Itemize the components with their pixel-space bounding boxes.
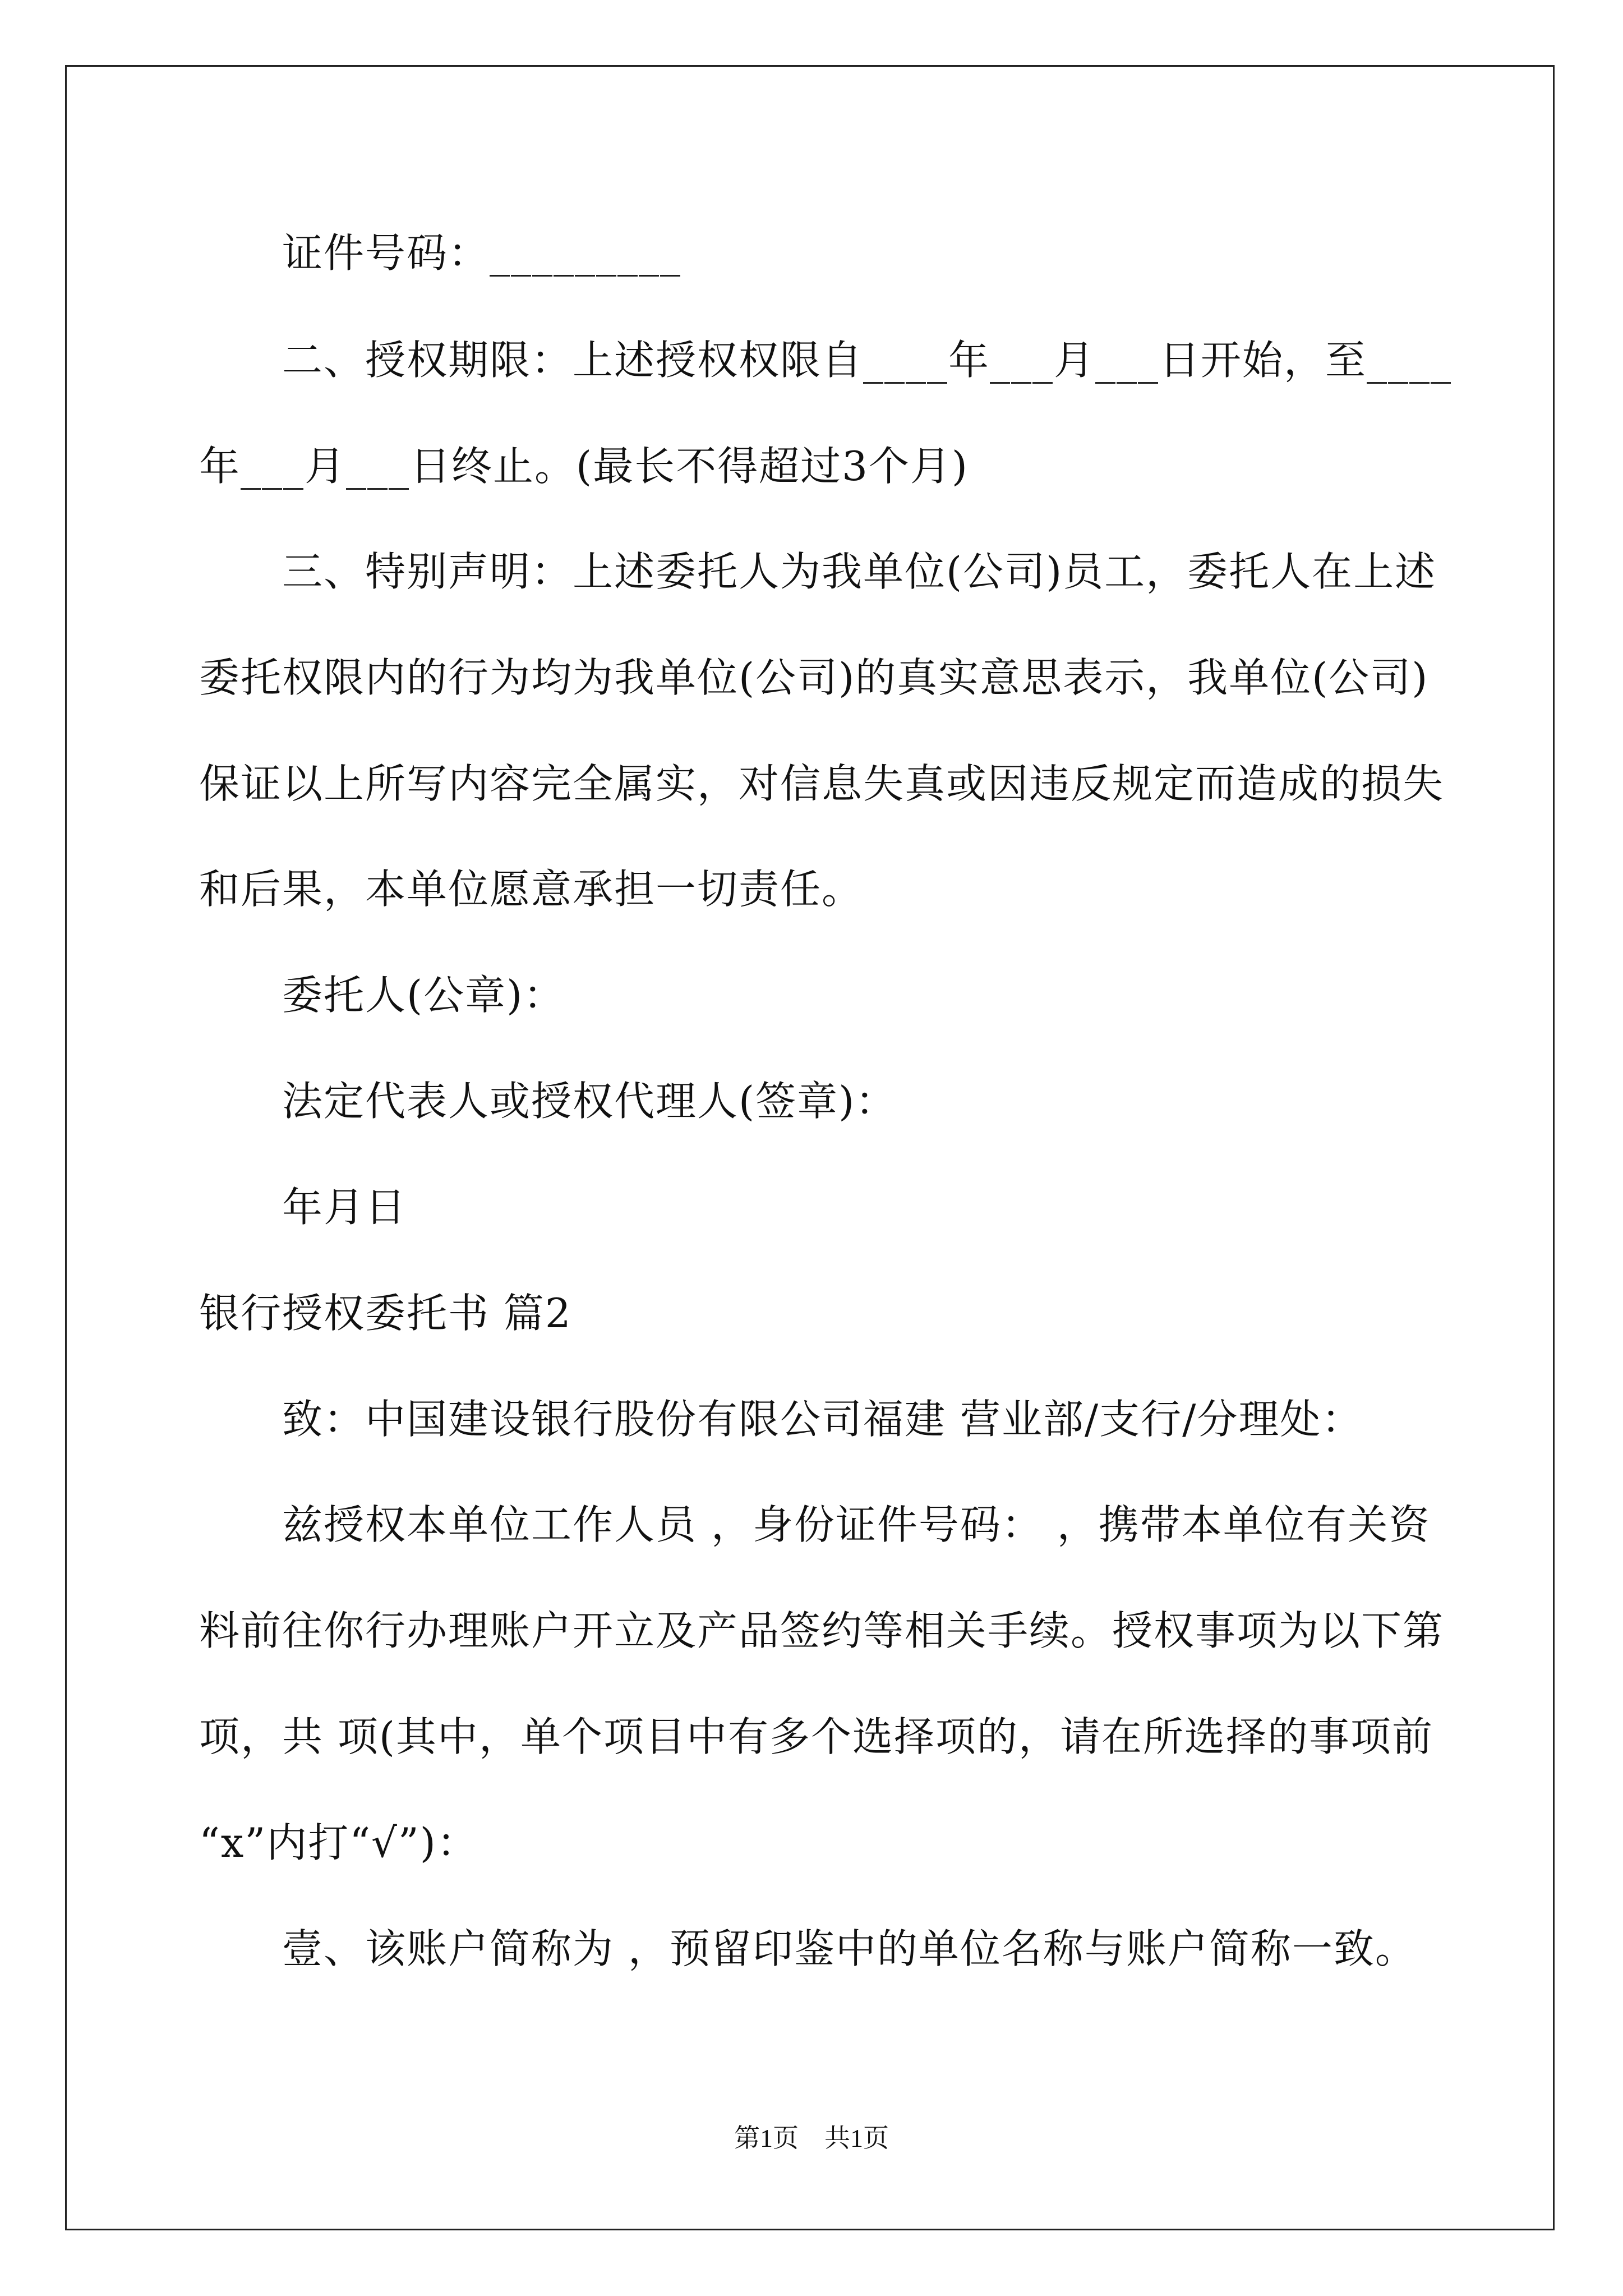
authorization-line-3: 项，共 项(其中，单个项目中有多个选择项的，请在所选择的事项前 — [199, 1713, 1433, 1760]
special-statement-line-4: 和后果，本单位愿意承担一切责任。 — [199, 866, 864, 913]
addressee-line: 致：中国建设银行股份有限公司福建 营业部/支行/分理处： — [282, 1396, 1363, 1443]
special-statement-line-3: 保证以上所写内容完全属实，对信息失真或因违反规定而造成的损失 — [199, 760, 1445, 807]
date-line: 年月日 — [282, 1184, 407, 1231]
account-name-line: 壹、该账户简称为 ，预留印鉴中的单位名称与账户简称一致。 — [282, 1925, 1417, 1972]
special-statement-line-2: 委托权限内的行为均为我单位(公司)的真实意思表示，我单位(公司) — [199, 654, 1429, 701]
id-number-line: 证件号码：_________ — [282, 229, 682, 277]
page-border — [65, 65, 1555, 2230]
principal-seal-line: 委托人(公章)： — [282, 972, 565, 1019]
authorization-period-continued: 年___月___日终止。(最长不得超过3个月) — [199, 443, 969, 490]
authorization-line: 兹授权本单位工作人员 ，身份证件号码： ，携带本单位有关资 — [282, 1501, 1431, 1548]
authorization-line-2: 料前往你行办理账户开立及产品签约等相关手续。授权事项为以下第 — [199, 1607, 1445, 1654]
section-heading: 银行授权委托书 篇2 — [199, 1290, 572, 1337]
legal-representative-line: 法定代表人或授权代理人(签章)： — [282, 1078, 897, 1125]
page-number: 第1页 共1页 — [734, 2124, 889, 2152]
special-statement-line: 三、特别声明：上述委托人为我单位(公司)员工，委托人在上述 — [282, 548, 1437, 595]
authorization-line-4: “x”内打“√”)： — [199, 1819, 478, 1866]
authorization-period-line: 二、授权期限：上述授权权限自____年___月___日开始，至____ — [282, 337, 1453, 384]
